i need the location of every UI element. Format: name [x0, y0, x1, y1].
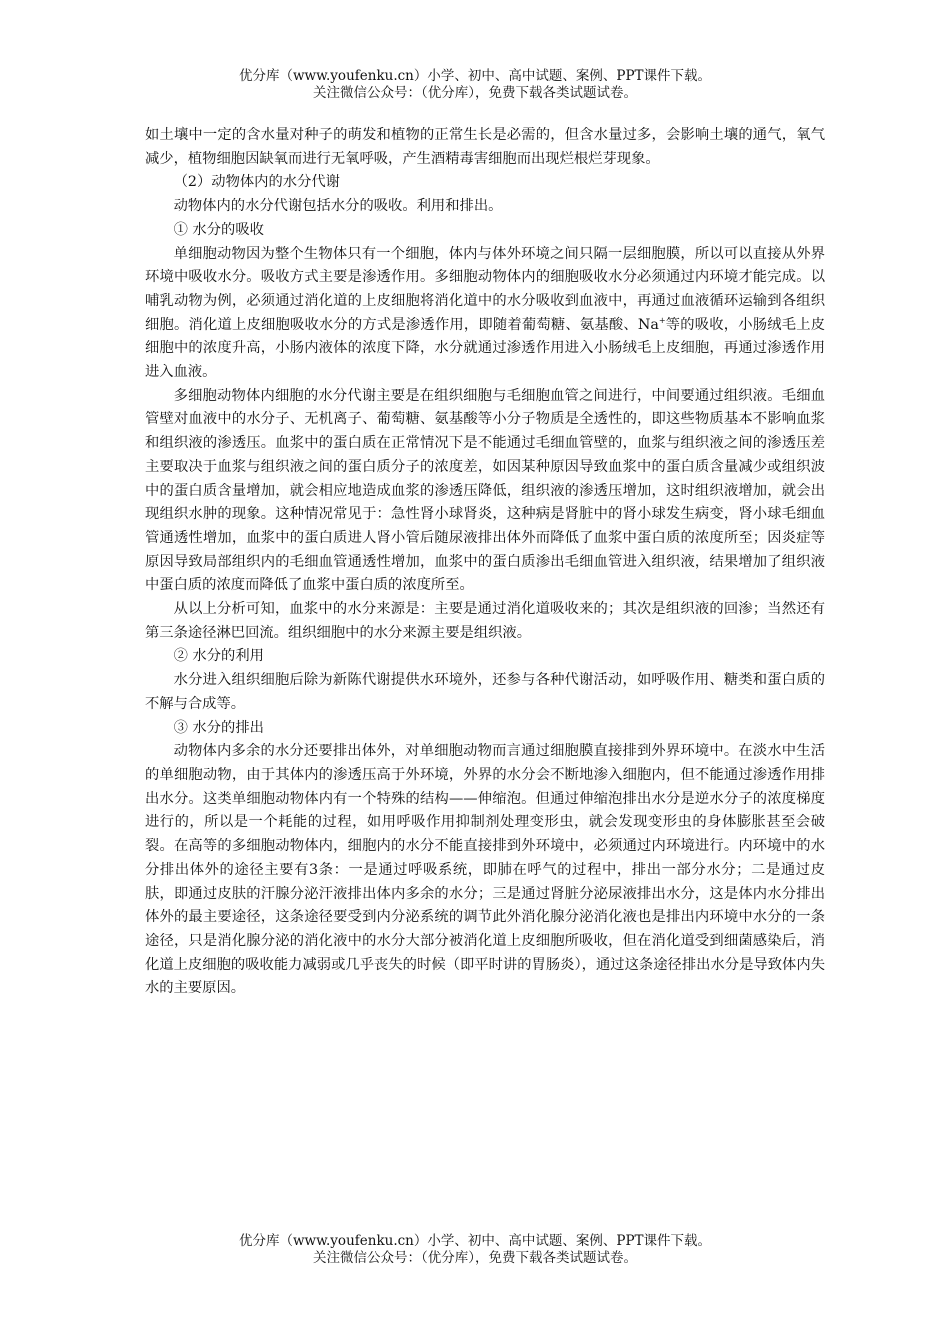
section-heading-animal-water: （2）动物体内的水分代谢 — [173, 174, 340, 191]
paragraph-excretion: 动物体内多余的水分还要排出体外，对单细胞动物而言通过细胞膜直接排到外界环境中。在淡水中生活的单细胞动物，由于其体内的渗透压高于外环境，外界的水分会不断地渗入细胞内，但不能通过渗透作用排出水分。这类单细胞动物体内有一个特殊的结构——伸缩泡。但通过伸缩泡排出水分是逆水分子的浓度梯度进行的，所以是一个耗能的过程，如用呼吸作用抑制剂处理变形虫，就会发现变形虫的身体膨胀甚至会破裂。在高等的多细胞动物体内，细胞内的水分不能直接排到外环境中，必须通过内环境进行。内环境中的水分排出体外的途径主要有3条：一是通过呼吸系统，即肺在呼气的过程中，排出一部分水分；二是通过皮肤，即通过皮肤的汗腺分泌汗液排出体内多余的水分；三是通过肾脏分泌尿液排出水分，这是体内水分排出体外的最主要途径，这条途径要受到内分泌系统的调节此外消化腺分泌消化液也是排出内环境中水分的一条途径，只是消化腺分泌的消化液中的水分大部分被消化道上皮细胞所吸收，但在消化道受到细菌感染后，消化道上皮细胞的吸收能力减弱或几乎丧失的时候（即平时讲的胃肠炎），通过这条途径排出水分是导致体内失水的主要原因。 — [145, 743, 825, 997]
subheading-utilization: ② 水分的利用 — [173, 648, 264, 665]
subheading-absorption: ① 水分的吸收 — [173, 221, 264, 238]
footer-line-1: 优分库（www.youfenku.cn）小学、初中、高中试题、案例、PPT课件下载。 — [238, 1233, 712, 1249]
subheading-excretion: ③ 水分的排出 — [173, 719, 264, 736]
paragraph-summary: 从以上分析可知，血浆中的水分来源是：主要是通过消化道吸收来的；其次是组织液的回渗；当然还有第三条途径淋巴回流。组织细胞中的水分来源主要是组织液。 — [145, 601, 825, 641]
footer-line-2: 关注微信公众号：（优分库），免费下载各类试题试卷。 — [313, 1250, 637, 1266]
paragraph-tissue-fluid: 多细胞动物体内细胞的水分代谢主要是在组织细胞与毛细胞血管之间进行，中间要通过组织液。毛细血管壁对血液中的水分子、无机离子、葡萄糖、氨基酸等小分子物质是全透性的，即这些物质基本不影响血浆和组织液的渗透压。血浆中的蛋白质在正常情况下是不能通过毛细血管壁的，血浆与组织液之间的渗透压差主要取决于血浆与组织液之间的蛋白质分子的浓度差，如因某种原因导致血浆中的蛋白质含量减少或组织波中的蛋白质含量增加，就会相应地造成血浆的渗透压降低，组织液的渗透压增加，这时组织液增加，就会出现组织水肿的现象。这种情况常见于：急性肾小球肾炎，这种病是肾脏中的肾小球发生病变，肾小球毛细血管通透性增加，血浆中的蛋白质进人肾小管后随尿液排出体外而降低了血浆中蛋白质的浓度所至；因炎症等原因导致局部组织内的毛细血管通透性增加，血浆中的蛋白质渗出毛细血管进入组织液，结果增加了组织液中蛋白质的浓度而降低了血浆中蛋白质的浓度所至。 — [145, 387, 825, 594]
page-footer — [0, 1233, 950, 1267]
absorption-text-a: 单细胞动物因为整个生物体只有一个细胞，体内与体外环境之间只隔一层细胞膜，所以可以直接从外界环境中吸收水分。吸收方式主要是渗透作用。多细胞动物体内的细胞吸收水分必须通过内环境才能完成。以哺乳动物为例，必须通过消化道的上皮细胞将消化道中的水分吸收到血液中，再通过血液循环运输到各组织细胞。消化道上皮细胞吸收水分的方式是渗透作用，即随着葡萄糖、氨基酸、Na — [145, 245, 825, 333]
paragraph-absorption — [145, 243, 825, 385]
paragraph-soil-water: 如土壤中一定的含水量对种子的萌发和植物的正常生长是必需的，但含水量过多，会影响土壤的通气，氧气减少，植物细胞因缺氧而进行无氧呼吸，产生酒精毒害细胞而出现烂根烂芽现象。 — [145, 127, 825, 167]
page-header — [0, 68, 950, 102]
paragraph-intro: 动物体内的水分代谢包括水分的吸收。利用和排出。 — [173, 198, 503, 215]
absorption-text-b: 等的吸收，小肠绒毛上皮细胞中的浓度升高，小肠内液体的浓度下降，水分就通过渗透作用进入小肠绒毛上皮细胞，再通过渗透作用进入血液。 — [145, 316, 826, 381]
body-text — [145, 124, 825, 1001]
header-line-2: 关注微信公众号：（优分库），免费下载各类试题试卷。 — [313, 85, 637, 101]
sodium-superscript: + — [658, 315, 666, 325]
header-line-1: 优分库（www.youfenku.cn）小学、初中、高中试题、案例、PPT课件下载。 — [238, 68, 712, 84]
paragraph-utilization: 水分进入组织细胞后除为新陈代谢提供水环境外，还参与各种代谢活动，如呼吸作用、糖类和蛋白质的不解与合成等。 — [145, 672, 825, 712]
